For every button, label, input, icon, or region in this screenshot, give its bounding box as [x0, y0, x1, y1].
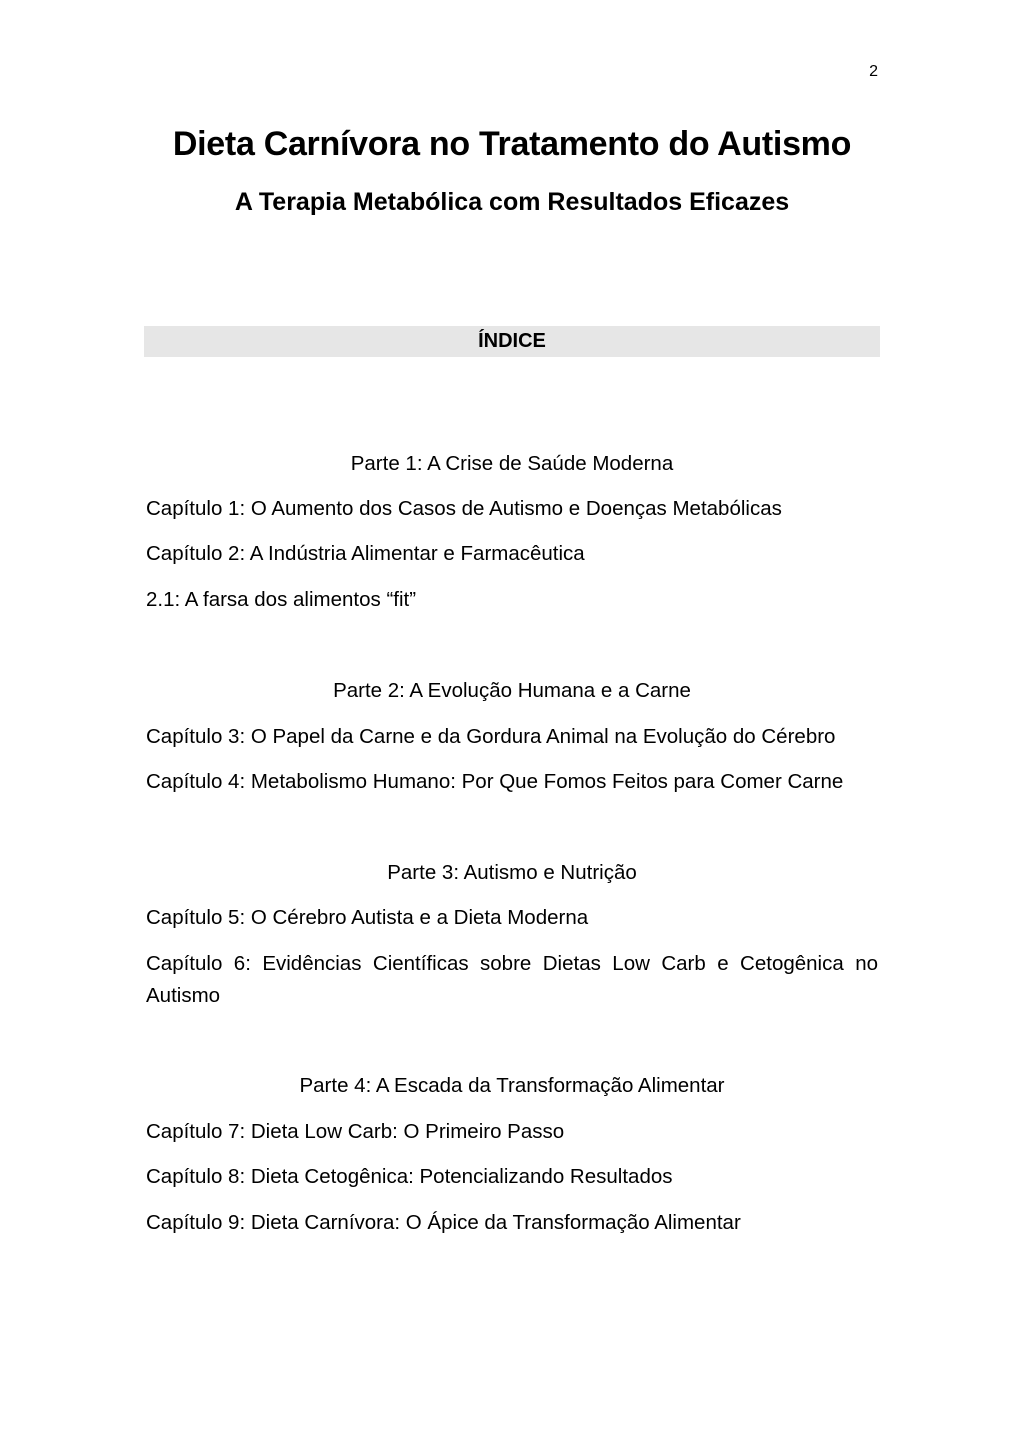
- document-subtitle: A Terapia Metabólica com Resultados Eficazes: [234, 188, 790, 216]
- toc-chapter-1[interactable]: Capítulo 1: O Aumento dos Casos de Autismo e Doenças Metabólicas: [146, 497, 782, 520]
- toc-section-2-1[interactable]: 2.1: A farsa dos alimentos “fit”: [146, 588, 417, 611]
- toc-part-4[interactable]: Parte 4: A Escada da Transformação Alimentar: [299, 1074, 725, 1097]
- toc-chapter-2[interactable]: Capítulo 2: A Indústria Alimentar e Farmacêutica: [146, 542, 585, 565]
- toc-chapter-8[interactable]: Capítulo 8: Dieta Cetogênica: Potencializando Resultados: [146, 1165, 673, 1188]
- index-heading: ÍNDICE: [144, 326, 880, 357]
- toc-chapter-7[interactable]: Capítulo 7: Dieta Low Carb: O Primeiro Passo: [146, 1120, 565, 1143]
- toc-part-3[interactable]: Parte 3: Autismo e Nutrição: [387, 861, 637, 884]
- toc-chapter-5[interactable]: Capítulo 5: O Cérebro Autista e a Dieta Moderna: [146, 906, 589, 929]
- page-number: 2: [869, 63, 878, 80]
- toc-chapter-4[interactable]: Capítulo 4: Metabolismo Humano: Por Que Fomos Feitos para Comer Carne: [146, 770, 844, 793]
- toc-chapter-9[interactable]: Capítulo 9: Dieta Carnívora: O Ápice da Transformação Alimentar: [146, 1211, 741, 1234]
- toc-chapter-6[interactable]: Capítulo 6: Evidências Científicas sobre Dietas Low Carb e Cetogênica no Autismo: [146, 952, 878, 1007]
- toc-part-2[interactable]: Parte 2: A Evolução Humana e a Carne: [333, 679, 691, 702]
- toc-part-1[interactable]: Parte 1: A Crise de Saúde Moderna: [350, 452, 674, 475]
- document-title: Dieta Carnívora no Tratamento do Autismo: [172, 125, 852, 163]
- toc-chapter-3[interactable]: Capítulo 3: O Papel da Carne e da Gordura Animal na Evolução do Cérebro: [146, 725, 836, 748]
